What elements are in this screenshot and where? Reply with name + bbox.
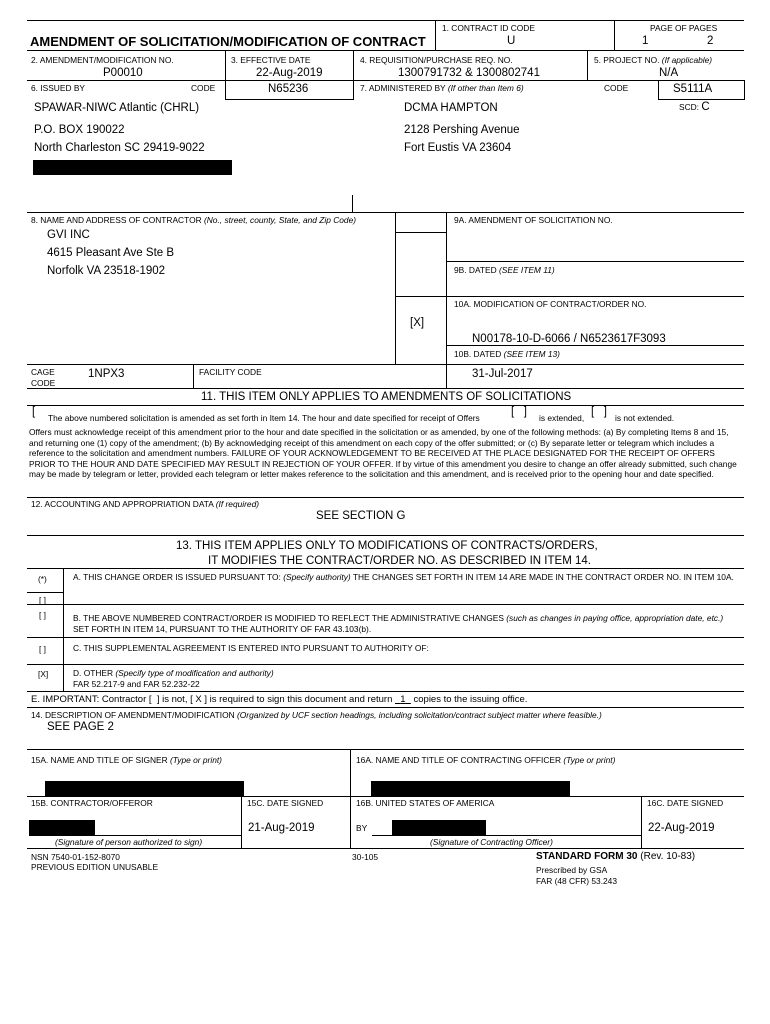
mod-checkbox[interactable]: [X] <box>410 317 425 329</box>
nsn-number: NSN 7540-01-152-8070 <box>31 852 120 862</box>
dated-10b-value: 31-Jul-2017 <box>472 368 533 380</box>
issued-by-label: 6. ISSUED BY <box>31 83 85 93</box>
officer-signature-caption: (Signature of Contracting Officer) <box>430 837 553 847</box>
dated-9b-label: 9B. DATED (SEE ITEM 11) <box>454 265 555 275</box>
total-pages: 2 <box>707 35 714 47</box>
issued-code-value: N65236 <box>268 83 309 95</box>
by-label: BY <box>356 823 368 833</box>
admin-line-2: 2128 Pershing Avenue <box>404 124 520 136</box>
dated-10b-label: 10B. DATED (SEE ITEM 13) <box>454 349 560 359</box>
item13a-text: A. THIS CHANGE ORDER IS ISSUED PURSUANT TO: (Specify authority) THE CHANGES SET FORTH IN ITEM 14 ARE MADE IN THE CONTRACT ORDER NO. IN ITEM 10A. <box>73 572 734 582</box>
issuer-line-1: SPAWAR-NIWC Atlantic (CHRL) <box>34 102 200 114</box>
mod-contract-value: N00178-10-D-6066 / N6523617F3093 <box>472 333 666 345</box>
item13a-checkbox[interactable]: [ ] <box>39 595 46 605</box>
extended-checkbox[interactable]: [ ] <box>511 406 527 418</box>
item11-heading: 11. THIS ITEM ONLY APPLIES TO AMENDMENTS OF SOLICITATIONS <box>201 391 572 403</box>
requisition-label: 4. REQUISITION/PURCHASE REQ. NO. <box>360 55 513 65</box>
signer-name-redaction <box>45 781 244 796</box>
amendment-no-value: P00010 <box>103 67 143 79</box>
amend-solicitation-label: 9A. AMENDMENT OF SOLICITATION NO. <box>454 215 613 225</box>
amendment-no-label: 2. AMENDMENT/MODIFICATION NO. <box>31 55 174 65</box>
item13b-text: B. THE ABOVE NUMBERED CONTRACT/ORDER IS MODIFIED TO REFLECT THE ADMINISTRATIVE CHANGES (such as changes in paying office, appropriation date, etc.) SET FORTH IN ITEM 14, PURSUANT TO THE AUTHORITY OF FAR 43.103(b). <box>73 613 724 634</box>
accounting-value: SEE SECTION G <box>316 510 406 522</box>
page-of-pages-label: PAGE OF PAGES <box>650 23 718 33</box>
prescribed-by: Prescribed by GSA <box>536 865 608 875</box>
cage-code-value: 1NPX3 <box>88 368 125 380</box>
effective-date-value: 22-Aug-2019 <box>256 67 323 79</box>
issuer-line-2: P.O. BOX 190022 <box>34 124 125 136</box>
item13a-marker[interactable]: (*) <box>38 574 47 584</box>
date-signed-15c-label: 15C. DATE SIGNED <box>247 798 324 808</box>
admin-code-label: CODE <box>604 83 629 93</box>
not-extended-checkbox[interactable]: [ ] <box>591 406 607 418</box>
contractor-label: 8. NAME AND ADDRESS OF CONTRACTOR (No., street, county, State, and Zip Code) <box>31 215 357 225</box>
item11-bracket[interactable]: [ <box>32 406 36 418</box>
contractor-line-1: GVI INC <box>47 229 90 241</box>
project-no-value: N/A <box>659 67 679 79</box>
requisition-value: 1300791732 & 1300802741 <box>398 67 540 79</box>
item13d-checkbox[interactable]: [X] <box>38 669 49 679</box>
not-extended-label: is not extended. <box>615 413 675 423</box>
redaction-bar <box>33 160 232 175</box>
cage-code-label: CAGE CODE <box>31 367 56 388</box>
extended-label: is extended, <box>539 413 585 423</box>
signer-label: 15A. NAME AND TITLE OF SIGNER (Type or print) <box>31 755 222 765</box>
important-line: E. IMPORTANT: Contractor [ ] is not, [ X ] is required to sign this document and return 1 copies to the issuing office. <box>31 694 528 705</box>
form-title: AMENDMENT OF SOLICITATION/MODIFICATION OF CONTRACT <box>30 34 426 49</box>
item13-heading-1: 13. THIS ITEM APPLIES ONLY TO MODIFICATIONS OF CONTRACTS/ORDERS, <box>176 540 598 552</box>
officer-date-value: 22-Aug-2019 <box>648 822 715 834</box>
contractor-line-3: Norfolk VA 23518-1902 <box>47 265 166 277</box>
issued-code-label: CODE <box>191 83 216 93</box>
issuer-line-3: North Charleston SC 29419-9022 <box>34 142 205 154</box>
officer-signature-redaction <box>392 820 486 835</box>
form-control-number: 30-105 <box>352 852 379 862</box>
admin-line-3: Fort Eustis VA 23604 <box>404 142 512 154</box>
admin-line-1: DCMA HAMPTON <box>404 102 498 114</box>
description-value: SEE PAGE 2 <box>47 721 114 733</box>
page-number: 1 <box>642 35 649 47</box>
description-label: 14. DESCRIPTION OF AMENDMENT/MODIFICATION (Organized by UCF section headings, including solicitation/contract subject matter where feasible.) <box>31 710 602 720</box>
item11-line1: The above numbered solicitation is amended as set forth in Item 14. The hour and date specified for receipt of Offers <box>48 413 480 423</box>
contract-id-code-label: 1. CONTRACT ID CODE <box>442 23 535 33</box>
item13-heading-2: IT MODIFIES THE CONTRACT/ORDER NO. AS DESCRIBED IN ITEM 14. <box>208 555 591 567</box>
project-no-label: 5. PROJECT NO. (If applicable) <box>594 55 713 65</box>
accounting-label: 12. ACCOUNTING AND APPROPRIATION DATA (If required) <box>31 499 260 509</box>
far-citation: FAR (48 CFR) 53.243 <box>536 876 617 886</box>
administered-by-label: 7. ADMINISTERED BY (If other than Item 6) <box>360 83 524 93</box>
item11-instructions: Offers must acknowledge receipt of this amendment prior to the hour and date specified in the solicitation or as amended, by one of the following methods: (a) By completing Items 8 and 15, and returning one (1) copy of the amendment; (b) By acknowledging receipt of this amendment on each copy of the offer submitted; or (c) By separate letter or telegram which includes a reference to the solicitation and amendment numbers. FAILURE OF YOUR ACKNOWLEDGEMENT TO BE RECEIVED AT THE PLACE DESIGNATED FOR THE RECEIPT OF OFFERS PRIOR TO THE HOUR AND DATE SPECIFIED MAY RESULT IN REJECTION OF YOUR OFFER. If by virtue of this amendment you desire to change an offer already submitted, such change may be made by telegram or letter, provided each telegram or letter makes reference to the solicitation and this amendment, and is received prior to the opening hour and date specified. <box>29 427 737 479</box>
item13d-value: FAR 52.217-9 and FAR 52.232-22 <box>73 679 200 689</box>
date-signed-16c-label: 16C. DATE SIGNED <box>647 798 724 808</box>
previous-edition-note: PREVIOUS EDITION UNUSABLE <box>31 862 159 872</box>
contractor-line-2: 4615 Pleasant Ave Ste B <box>47 247 175 259</box>
item13c-text: C. THIS SUPPLEMENTAL AGREEMENT IS ENTERED INTO PURSUANT TO AUTHORITY OF: <box>73 643 429 653</box>
item13c-checkbox[interactable]: [ ] <box>39 644 46 654</box>
item13d-text: D. OTHER (Specify type of modification and authority) <box>73 668 274 678</box>
officer-label: 16A. NAME AND TITLE OF CONTRACTING OFFICER (Type or print) <box>356 755 616 765</box>
standard-form-title: STANDARD FORM 30 (Rev. 10-83) <box>536 851 696 862</box>
effective-date-label: 3. EFFECTIVE DATE <box>231 55 311 65</box>
item13b-checkbox[interactable]: [ ] <box>39 610 46 620</box>
usa-label: 16B. UNITED STATES OF AMERICA <box>356 798 495 808</box>
person-signature-caption: (Signature of person authorized to sign) <box>55 837 203 847</box>
officer-name-redaction <box>371 781 570 796</box>
contractor-signature-redaction <box>29 820 95 835</box>
contractor-date-value: 21-Aug-2019 <box>248 822 315 834</box>
scd-label: SCD: C <box>679 101 710 113</box>
contract-id-code-value: U <box>507 35 516 47</box>
facility-code-label: FACILITY CODE <box>199 367 262 377</box>
contractor-offeror-label: 15B. CONTRACTOR/OFFEROR <box>31 798 153 808</box>
admin-code-value: S5111A <box>673 83 713 95</box>
mod-contract-label: 10A. MODIFICATION OF CONTRACT/ORDER NO. <box>454 299 647 309</box>
